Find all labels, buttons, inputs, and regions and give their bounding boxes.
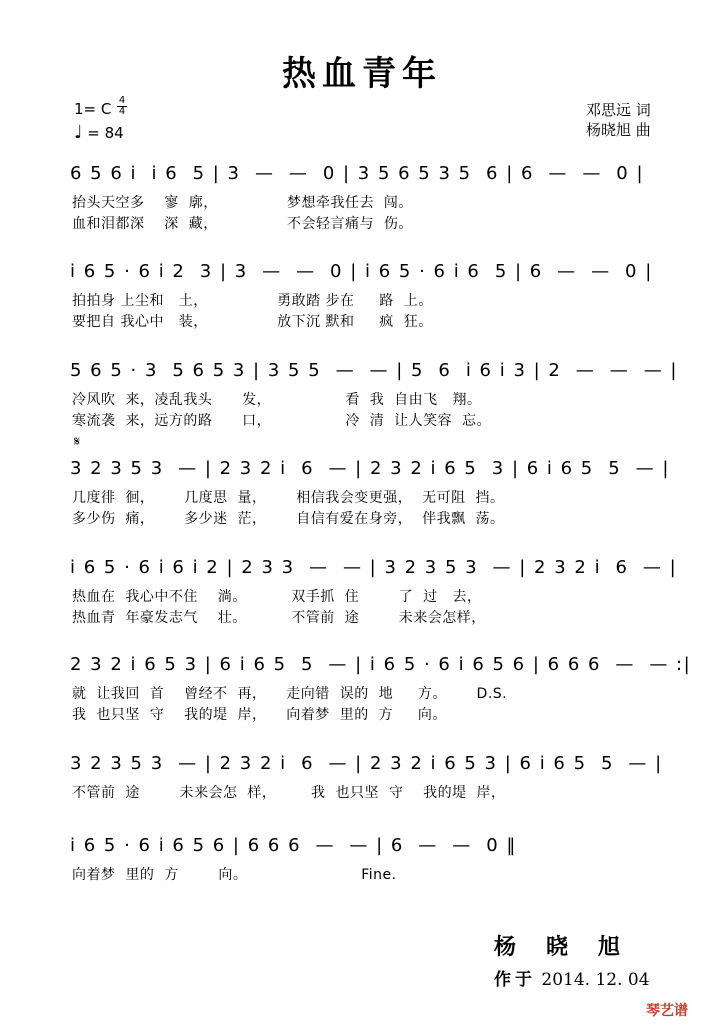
date-lead: 作于 — [494, 970, 536, 990]
time-signature — [117, 96, 127, 117]
key-signature: 1= C — [74, 100, 112, 118]
lyrics-verse-2: 要把自 我心中 装， 放下沉 默和 疯 狂。 — [72, 314, 433, 330]
tempo-marking — [74, 122, 124, 143]
time-signature-top: 4 — [118, 95, 126, 106]
notation-line: 2 3 2 i 6 5 3 | 6 i 6 5 5 — | i 6 5 · 6 i 6 5 6 | 6 6 6 — — :| — [70, 654, 692, 675]
lyrics-verse-1: 不管前 途 未来会怎 样， 我 也只坚 守 我的堤 岸， — [72, 785, 506, 801]
segno-icon: 𝄋 — [74, 434, 81, 450]
lyrics-verse-1: 就 让我回 首 曾经不 再， 走向错 误的 地 方。 D.S. — [72, 686, 508, 702]
lyrics-verse-1: 几度徘 徊， 几度思 量， 相信我会变更强， 无可阻 挡。 — [72, 490, 505, 506]
composer-credit: 杨晓旭 曲 — [586, 121, 651, 139]
date-value: 2014. 12. 04 — [541, 970, 650, 990]
author-signature: 杨晓旭 — [494, 935, 651, 960]
notation-line: i 6 5 · 6 i 2 3 | 3 — — 0 | i 6 5 · 6 i 6 5 | 6 — — 0 | — [70, 261, 653, 282]
notation-line: i 6 5 · 6 i 6 5 6 | 6 6 6 — — | 6 — — 0 ‖ — [70, 835, 517, 856]
lyrics-verse-1: 向着梦 里的 方 向。 Fine. — [72, 867, 397, 883]
notation-line: 6 5 6 i i 6 5 | 3 — — 0 | 3 5 6 5 3 5 6 | 6 — — 0 | — [70, 163, 645, 184]
lyrics-verse-2: 我 也只坚 守 我的堤 岸， 向着梦 里的 方 向。 — [72, 707, 447, 723]
notation-line: 5 6 5 · 3 5 6 5 3 | 3 5 5 — — | 5 6 i 6 i 3 | 2 — — — | — [70, 360, 678, 381]
time-signature-bottom: 4 — [118, 106, 126, 117]
notation-line: 3 2 3 5 3 — | 2 3 2 i 6 — | 2 3 2 i 6 5 3 | 6 i 6 5 5 — | — [70, 458, 670, 479]
lyricist-credit: 邓思远 词 — [586, 101, 651, 119]
lyrics-verse-2: 血和泪都深 深 藏， 不会轻言痛与 伤。 — [72, 216, 413, 232]
credits — [586, 100, 651, 140]
composition-date — [494, 965, 650, 990]
notation-line: 3 2 3 5 3 — | 2 3 2 i 6 — | 2 3 2 i 6 5 3 | 6 i 6 5 5 — | — [70, 753, 663, 774]
quarter-note-icon: ♩ — [74, 122, 83, 143]
lyrics-verse-1: 冷风吹 来，凌乱我头 发， 看 我 自由飞 翔。 — [72, 392, 482, 408]
tempo-value: = 84 — [87, 124, 124, 142]
lyrics-verse-2: 热血青 年豪发志气 壮。 不管前 途 未来会怎样， — [72, 610, 486, 626]
lyrics-verse-1: 拍拍身 上尘和 土， 勇敢踏 步在 路 上。 — [72, 293, 433, 309]
lyrics-verse-1: 抬头天空多 寥 廓， 梦想牵我任去 闯。 — [72, 195, 413, 211]
lyrics-verse-2: 寒流袭 来，远方的路 口， 冷 清 让人笑容 忘。 — [72, 413, 492, 429]
notation-line: i 6 5 · 6 i 6 i 2 | 2 3 3 — — | 3 2 3 5 3 — | 2 3 2 i 6 — | — [70, 557, 678, 578]
lyrics-verse-2: 多少伤 痛， 多少迷 茫， 自信有爱在身旁， 伴我飘 荡。 — [72, 511, 505, 527]
page-title: 热血青年 — [282, 54, 442, 94]
lyrics-verse-1: 热血在 我心中不住 淌。 双手抓 住 了 过 去， — [72, 589, 482, 605]
qinyipu-logo-icon: 琴艺谱 — [646, 1003, 688, 1019]
